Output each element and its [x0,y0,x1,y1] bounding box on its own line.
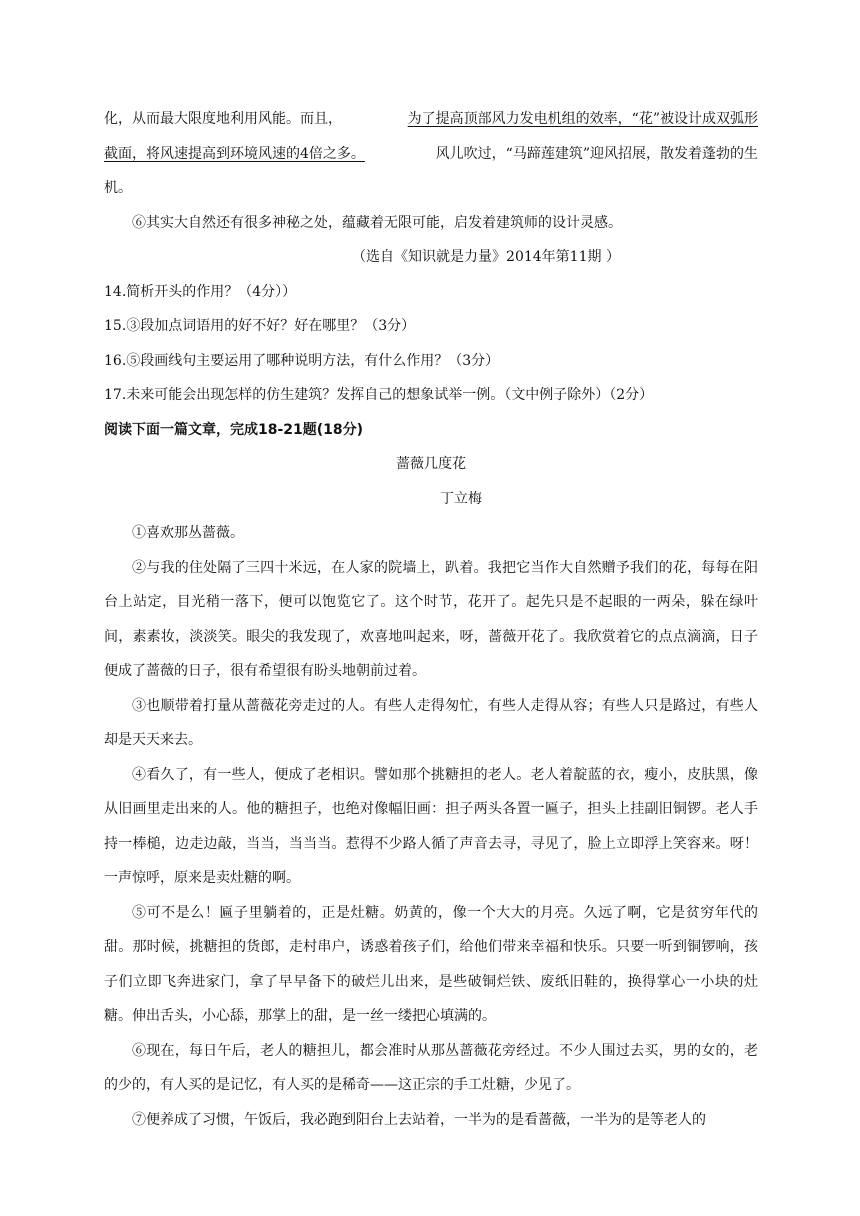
article-title: 蔷薇几度花 [396,456,466,472]
underlined-sentence-part-1: 为了提高顶部风力发电机组的效率，“花”被设计成双弧形 [407,111,758,127]
underlined-sentence-part-2: 截面，将风速提高到环境风速的4倍之多。 [104,145,365,162]
section-instructions: 阅读下面一篇文章，完成18-21题(18分) [104,421,364,438]
continued-text-3: 机。 [104,180,132,196]
continued-paragraph [104,102,758,206]
question-15: 15.③段加点词语用的好不好？好在哪里？（3分） [104,318,416,334]
source-citation: （选自《知识就是力量》2014年第11期 ） [352,249,620,265]
article-paragraph-3: ③也顺带着打量从蔷薇花旁走过的人。有些人走得匆忙，有些人走得从容；有些人只是路过，有些人却是天天来去。 [104,697,758,748]
article-paragraph-1: ①喜欢那丛蔷薇。 [132,525,244,541]
continued-text-2: 风儿吹过，“马蹄莲建筑”迎风招展，散发着蓬勃的生 [435,145,758,162]
article-paragraph-4: ④看久了，有一些人，便成了老相识。譬如那个挑糖担的老人。老人着靛蓝的衣，瘦小，皮肤黑，像从旧画里走出来的人。他的糖担子，也绝对像幅旧画：担子两头各置一匾子，担头上挂副旧铜锣。老人手持一棒槌，边走边敲，当当，当当当。惹得不少路人循了声音去寻，寻见了，脸上立即浮上笑容来。呀！一声惊呼，原来是卖灶糖的啊。 [104,766,758,886]
article-paragraph-2: ②与我的住处隔了三四十米远，在人家的院墙上，趴着。我把它当作大自然赠予我们的花，每每在阳台上站定，目光稍一落下，便可以饱览它了。这个时节，花开了。起先只是不起眼的一两朵，躲在绿叶间，素素妆，淡淡笑。眼尖的我发现了，欢喜地叫起来，呀，蔷薇开花了。我欣赏着它的点点滴滴，日子便成了蔷薇的日子，很有希望很有盼头地朝前过着。 [104,559,758,679]
question-17: 17.未来可能会出现怎样的仿生建筑？发挥自己的想象试举一例。（文中例子除外）（2分） [104,387,654,403]
continued-text-1: 化，从而最大限度地利用风能。而且， [104,111,342,127]
document-page [104,106,758,1137]
question-16: 16.⑤段画线句主要运用了哪种说明方法，有什么作用？（3分） [104,352,500,369]
article-paragraph-5: ⑤可不是么！匾子里躺着的，正是灶糖。奶黄的，像一个大大的月亮。久远了啊，它是贫穷年代的甜。那时候，挑糖担的货郎，走村串户，诱惑着孩子们，给他们带来幸福和快乐。只要一听到铜锣响，孩子们立即飞奔进家门，拿了早早备下的破烂儿出来，是些破铜烂铁、废纸旧鞋的，换得掌心一小块的灶糖。伸出舌头，小心舔，那掌上的甜，是一丝一缕把心填满的。 [104,904,758,1024]
question-14: 14.简析开头的作用？（4分）） [104,283,297,300]
article-paragraph-6: ⑥现在，每日午后，老人的糖担儿，都会准时从那丛蔷薇花旁经过。不少人围过去买，男的女的，老的少的，有人买的是记忆，有人买的是稀奇——这正宗的手工灶糖，少见了。 [104,1042,758,1093]
article-paragraph-7: ⑦便养成了习惯，午饭后，我必跑到阳台上去站着，一半为的是看蔷薇，一半为的是等老人的 [132,1111,706,1128]
paragraph-6: ⑥其实大自然还有很多神秘之处，蕴藏着无限可能，启发着建筑师的设计灵感。 [132,214,622,231]
article-author: 丁立梅 [440,490,482,507]
